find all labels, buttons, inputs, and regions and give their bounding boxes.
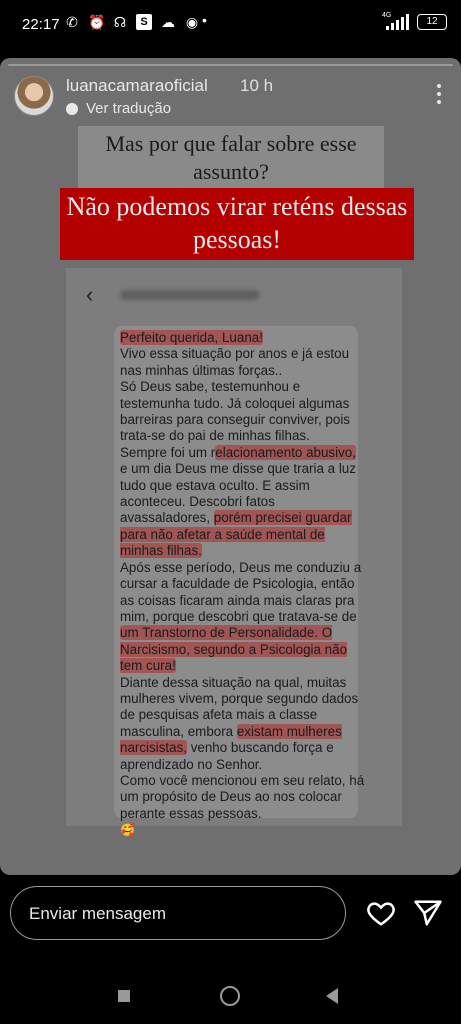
signal-icon xyxy=(382,12,409,30)
network-type: 4G xyxy=(382,12,392,19)
smiling-hearts-emoji: 🥰 xyxy=(120,823,135,838)
cloud-icon: ☁ xyxy=(161,14,175,30)
story-progress-bar xyxy=(8,64,453,66)
message-fragment: e um dia Deus me disse que traria a luz tudo que estava oculto. E assim aconteceu. Descobri fatos avassaladores, xyxy=(120,461,356,526)
message-fragment: Diante dessa situação na qual, muitas mulheres vivem, porque segundo dados de pesquisas afeta mais a classe masculina, embora xyxy=(120,674,359,739)
highlight-narcissists: existam mulheres narcisistas, xyxy=(120,723,342,756)
reply-input[interactable] xyxy=(10,886,346,940)
back-arrow-icon: ‹ xyxy=(86,282,94,307)
globe-icon xyxy=(66,103,78,115)
more-vertical-icon[interactable] xyxy=(437,84,441,104)
heart-icon[interactable] xyxy=(366,898,396,928)
message-fragment: Sempre foi um r xyxy=(120,444,216,460)
chat-header xyxy=(66,268,402,318)
avatar[interactable] xyxy=(14,76,54,116)
story-time-ago: 10 h xyxy=(240,76,274,95)
message-paragraph: Como você mencionou em seu relato, há um propósito de Deus ao nos colocar perante essas pessoas. xyxy=(120,772,365,821)
message-paragraph: Só Deus sabe, testemunhou e testemunha tudo. Já coloquei algumas barreiras para conseguir conviver, pois trata-se do pai de minhas filhas. xyxy=(120,379,350,444)
send-icon[interactable] xyxy=(412,898,444,928)
story-question-text: Mas por que falar sobre esse assunto? xyxy=(78,126,384,190)
battery-icon: 12 xyxy=(417,14,447,30)
blurred-contact-name xyxy=(120,290,260,300)
chat-screenshot xyxy=(66,268,402,838)
story-view[interactable] xyxy=(0,58,461,875)
message-fragment: Após esse período, Deus me conduziu a cursar a faculdade de Psicologia, então as coisas ficaram ainda mais claras pra mim, porque descobri que tratava-se de xyxy=(120,559,362,624)
recents-button[interactable] xyxy=(118,990,130,1002)
status-bar xyxy=(0,0,461,50)
status-notification-icons xyxy=(64,14,200,30)
story-headline-text: Não podemos virar reténs dessas pessoas! xyxy=(60,188,414,260)
back-button[interactable] xyxy=(326,988,338,1004)
missed-call-icon: ✆ xyxy=(66,14,78,30)
translate-label: Ver tradução xyxy=(86,100,172,117)
headphones-icon: ☊ xyxy=(113,14,127,30)
story-username[interactable]: luanacamaraoficial xyxy=(66,76,208,95)
highlight-mental-health: porém precisei guardar para não afetar a saúde mental de minhas filhas. xyxy=(120,510,352,559)
app-s-icon: S xyxy=(136,14,152,30)
message-text xyxy=(120,330,366,839)
home-button[interactable] xyxy=(220,986,240,1006)
status-time: 22:17 xyxy=(22,16,60,33)
more-notifications-icon: • xyxy=(202,12,207,28)
record-icon: ◉ xyxy=(185,14,199,30)
highlight-abusive: elacionamento abusivo, xyxy=(215,444,356,460)
status-right xyxy=(382,12,447,30)
translate-link[interactable] xyxy=(66,100,171,117)
message-paragraph: Vivo essa situação por anos e já estou nas minhas últimas forças.. xyxy=(120,346,350,378)
highlight-narcissism: um Transtorno de Personalidade. O Narcisismo, segundo a Psicologia não tem cura! xyxy=(120,625,348,674)
message-fragment: venho buscando força e aprendizado no Senhor. xyxy=(120,740,334,772)
highlight-greeting: Perfeito querida, Luana! xyxy=(120,330,263,345)
reply-placeholder: Enviar mensagem xyxy=(29,904,167,923)
alarm-icon: ⏰ xyxy=(88,14,106,30)
